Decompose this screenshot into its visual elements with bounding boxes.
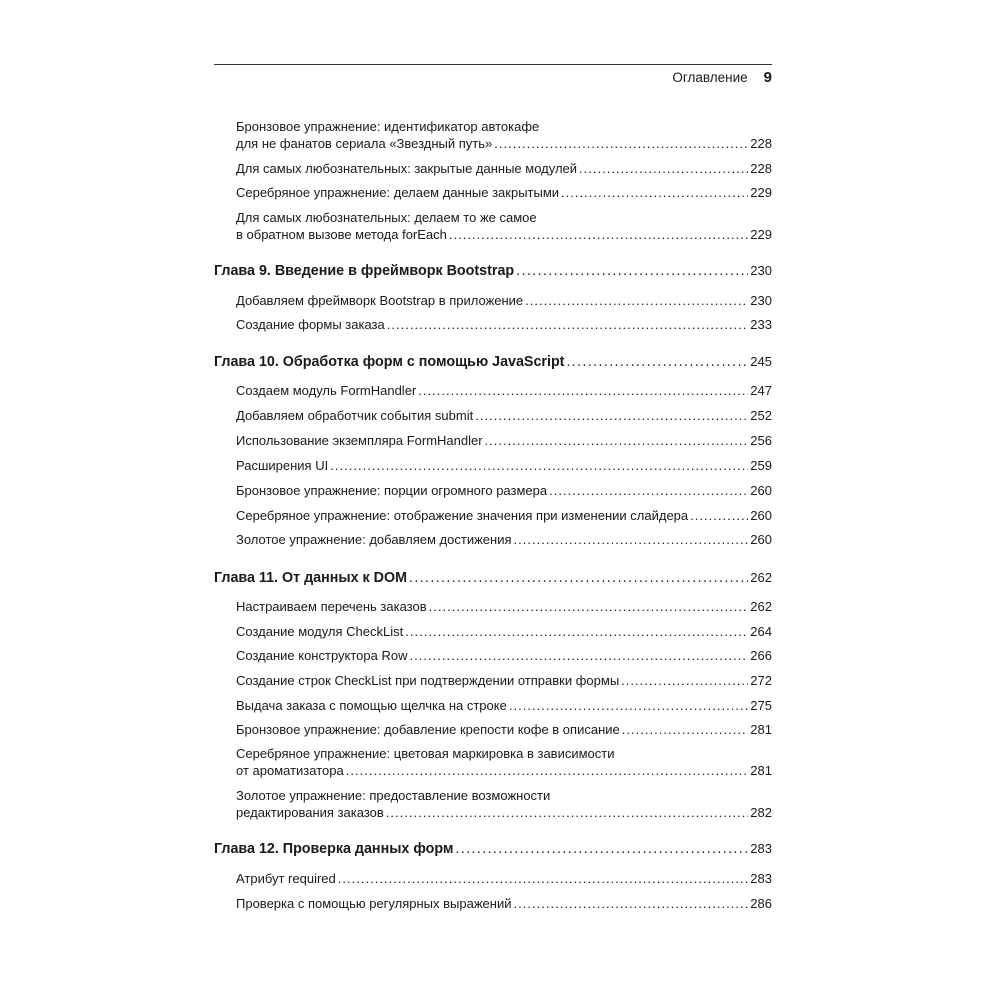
toc-section[interactable]	[236, 118, 772, 152]
dot-leader	[525, 292, 748, 309]
dot-leader	[549, 482, 748, 499]
dot-leader	[330, 457, 748, 474]
toc-entry-row	[236, 184, 772, 201]
toc-section[interactable]	[236, 209, 772, 243]
dot-leader	[690, 507, 748, 524]
toc-entry-page-number: 247	[750, 383, 772, 398]
toc-entry-row	[236, 762, 772, 779]
toc-entry-row	[236, 647, 772, 664]
toc-section[interactable]	[236, 787, 772, 821]
dot-leader	[516, 262, 748, 280]
toc-entry-title: от ароматизатора	[236, 763, 344, 778]
toc-entry-page-number: 233	[750, 317, 772, 332]
toc-entry-row	[236, 382, 772, 399]
toc-section[interactable]	[236, 895, 772, 912]
toc-section[interactable]	[236, 407, 772, 424]
toc-entry-page-number: 283	[750, 871, 772, 886]
toc-chapter[interactable]	[214, 569, 772, 587]
toc-entry-row	[236, 895, 772, 912]
toc-entry-title: Для самых любознательных: закрытые данные модулей	[236, 161, 578, 176]
toc-entry-title: Расширения UI	[236, 458, 329, 473]
toc-section[interactable]	[236, 697, 772, 714]
dot-leader	[566, 353, 748, 371]
dot-leader	[409, 569, 748, 587]
toc-entry-row	[214, 262, 772, 280]
dot-leader	[456, 840, 749, 858]
toc-section[interactable]	[236, 507, 772, 524]
dot-leader	[513, 895, 748, 912]
toc-entry-row	[236, 623, 772, 640]
dot-leader	[561, 184, 748, 201]
dot-leader	[509, 697, 748, 714]
toc-entry-title: Выдача заказа с помощью щелчка на строке	[236, 698, 507, 713]
toc-section[interactable]	[236, 745, 772, 779]
toc-section[interactable]	[236, 672, 772, 689]
toc-entry-title: Добавляем обработчик события submit	[236, 408, 474, 423]
toc-entry-row	[236, 804, 772, 821]
toc-section[interactable]	[236, 482, 772, 499]
toc-chapter[interactable]	[214, 262, 772, 280]
toc-entry-row	[236, 432, 772, 449]
running-head-page-number: 9	[763, 69, 772, 86]
dot-leader	[485, 432, 749, 449]
toc-entry-title: Создание конструктора Row	[236, 648, 408, 663]
toc-section[interactable]	[236, 292, 772, 309]
toc-entry-row	[214, 569, 772, 587]
toc-entry-row	[236, 697, 772, 714]
dot-leader	[579, 160, 748, 177]
toc-section[interactable]	[236, 598, 772, 615]
toc-entry-row	[236, 160, 772, 177]
toc-entry-title: Создание формы заказа	[236, 317, 385, 332]
toc-entry-title: Атрибут required	[236, 871, 336, 886]
toc-entry-page-number: 252	[750, 408, 772, 423]
toc-entry-title: Создание модуля CheckList	[236, 624, 404, 639]
toc-entry-page-number: 281	[750, 722, 772, 737]
toc-entry-page-number: 286	[750, 896, 772, 911]
toc-entry-page-number: 256	[750, 433, 772, 448]
toc-entry-row	[236, 482, 772, 499]
toc-entry-row	[214, 353, 772, 371]
dot-leader	[418, 382, 748, 399]
toc-entry-page-number: 262	[750, 599, 772, 614]
toc-section[interactable]	[236, 647, 772, 664]
toc-entry-page-number: 283	[750, 841, 772, 856]
running-head-title: Оглавление	[672, 70, 748, 85]
dot-leader	[405, 623, 748, 640]
toc-section[interactable]	[236, 531, 772, 548]
toc-entry-row	[236, 507, 772, 524]
toc-entry-row	[236, 598, 772, 615]
toc-entry-page-number: 230	[750, 293, 772, 308]
toc-entry-title: Глава 9. Введение в фреймворк Bootstrap	[214, 263, 515, 279]
running-head	[214, 68, 772, 88]
toc-entry-title: Золотое упражнение: добавляем достижения	[236, 532, 512, 547]
toc-entry-page-number: 260	[750, 508, 772, 523]
toc-entry-title: редактирования заказов	[236, 805, 384, 820]
toc-entry-row	[236, 407, 772, 424]
dot-leader	[386, 804, 749, 821]
toc-section[interactable]	[236, 184, 772, 201]
toc-entry-row	[236, 457, 772, 474]
toc-entry-title: Глава 12. Проверка данных форм	[214, 841, 454, 857]
toc-entry-page-number: 264	[750, 624, 772, 639]
toc-entry-row	[236, 226, 772, 243]
toc-entry-page-number: 245	[750, 354, 772, 369]
toc-entry-row	[214, 840, 772, 858]
dot-leader	[514, 531, 749, 548]
toc-section[interactable]	[236, 623, 772, 640]
dot-leader	[622, 721, 749, 738]
toc-entry-page-number: 262	[750, 570, 772, 585]
toc-entry-row	[236, 316, 772, 333]
toc-entry-title: Добавляем фреймворк Bootstrap в приложение	[236, 293, 524, 308]
toc-entry-title: Настраиваем перечень заказов	[236, 599, 427, 614]
toc-entry-page-number: 282	[750, 805, 772, 820]
toc-entry-title: для не фанатов сериала «Звездный путь»	[236, 136, 493, 151]
dot-leader	[494, 135, 748, 152]
toc-entry-page-number: 229	[750, 185, 772, 200]
dot-leader	[621, 672, 748, 689]
toc-section[interactable]	[236, 432, 772, 449]
toc-section[interactable]	[236, 721, 772, 738]
toc-entry-row	[236, 870, 772, 887]
toc-entry-row	[236, 672, 772, 689]
toc-section[interactable]	[236, 382, 772, 399]
toc-entry-page-number: 260	[750, 483, 772, 498]
toc-entry-page-number: 275	[750, 698, 772, 713]
toc-entry-page-number: 228	[750, 161, 772, 176]
toc-entry-page-number: 259	[750, 458, 772, 473]
toc-entry-title: в обратном вызове метода forEach	[236, 227, 447, 242]
dot-leader	[449, 226, 748, 243]
toc-entry-title-line1: Серебряное упражнение: цветовая маркировка в зависимости	[236, 746, 615, 761]
toc-entry-row	[236, 135, 772, 152]
toc-section[interactable]	[236, 457, 772, 474]
toc-entry-title-line1: Бронзовое упражнение: идентификатор автокафе	[236, 119, 540, 134]
toc-entry-title: Серебряное упражнение: делаем данные закрытыми	[236, 185, 560, 200]
toc-entry-title: Глава 11. От данных к DOM	[214, 570, 408, 586]
toc-entry-title: Использование экземпляра FormHandler	[236, 433, 483, 448]
toc-entry-page-number: 260	[750, 532, 772, 547]
toc-section[interactable]	[236, 870, 772, 887]
toc-entry-page-number: 229	[750, 227, 772, 242]
dot-leader	[338, 870, 749, 887]
toc-entry-title: Проверка с помощью регулярных выражений	[236, 896, 512, 911]
toc-entry-title: Создаем модуль FormHandler	[236, 383, 417, 398]
toc-entry-row	[236, 531, 772, 548]
toc-entry-title-line1: Для самых любознательных: делаем то же самое	[236, 210, 537, 225]
toc-entry-title: Бронзовое упражнение: порции огромного размера	[236, 483, 548, 498]
toc-entry-title-line1: Золотое упражнение: предоставление возможности	[236, 788, 551, 803]
toc-entry-page-number: 230	[750, 263, 772, 278]
dot-leader	[387, 316, 749, 333]
toc-entry-page-number: 228	[750, 136, 772, 151]
toc-entry-title: Создание строк CheckList при подтверждении отправки формы	[236, 673, 620, 688]
dot-leader	[409, 647, 748, 664]
toc-section[interactable]	[236, 160, 772, 177]
toc-entry-page-number: 266	[750, 648, 772, 663]
toc-chapter[interactable]	[214, 840, 772, 858]
toc-entry-page-number: 281	[750, 763, 772, 778]
header-rule	[214, 64, 772, 65]
toc-entry-page-number: 272	[750, 673, 772, 688]
toc-entry-row	[236, 721, 772, 738]
toc-entry-row	[236, 292, 772, 309]
dot-leader	[429, 598, 749, 615]
toc-chapter[interactable]	[214, 353, 772, 371]
toc-entry-title: Серебряное упражнение: отображение значения при изменении слайдера	[236, 508, 689, 523]
toc-entry-title: Бронзовое упражнение: добавление крепости кофе в описание	[236, 722, 620, 737]
toc-entry-title: Глава 10. Обработка форм с помощью JavaScript	[214, 354, 565, 370]
toc-section[interactable]	[236, 316, 772, 333]
dot-leader	[346, 762, 749, 779]
dot-leader	[475, 407, 748, 424]
